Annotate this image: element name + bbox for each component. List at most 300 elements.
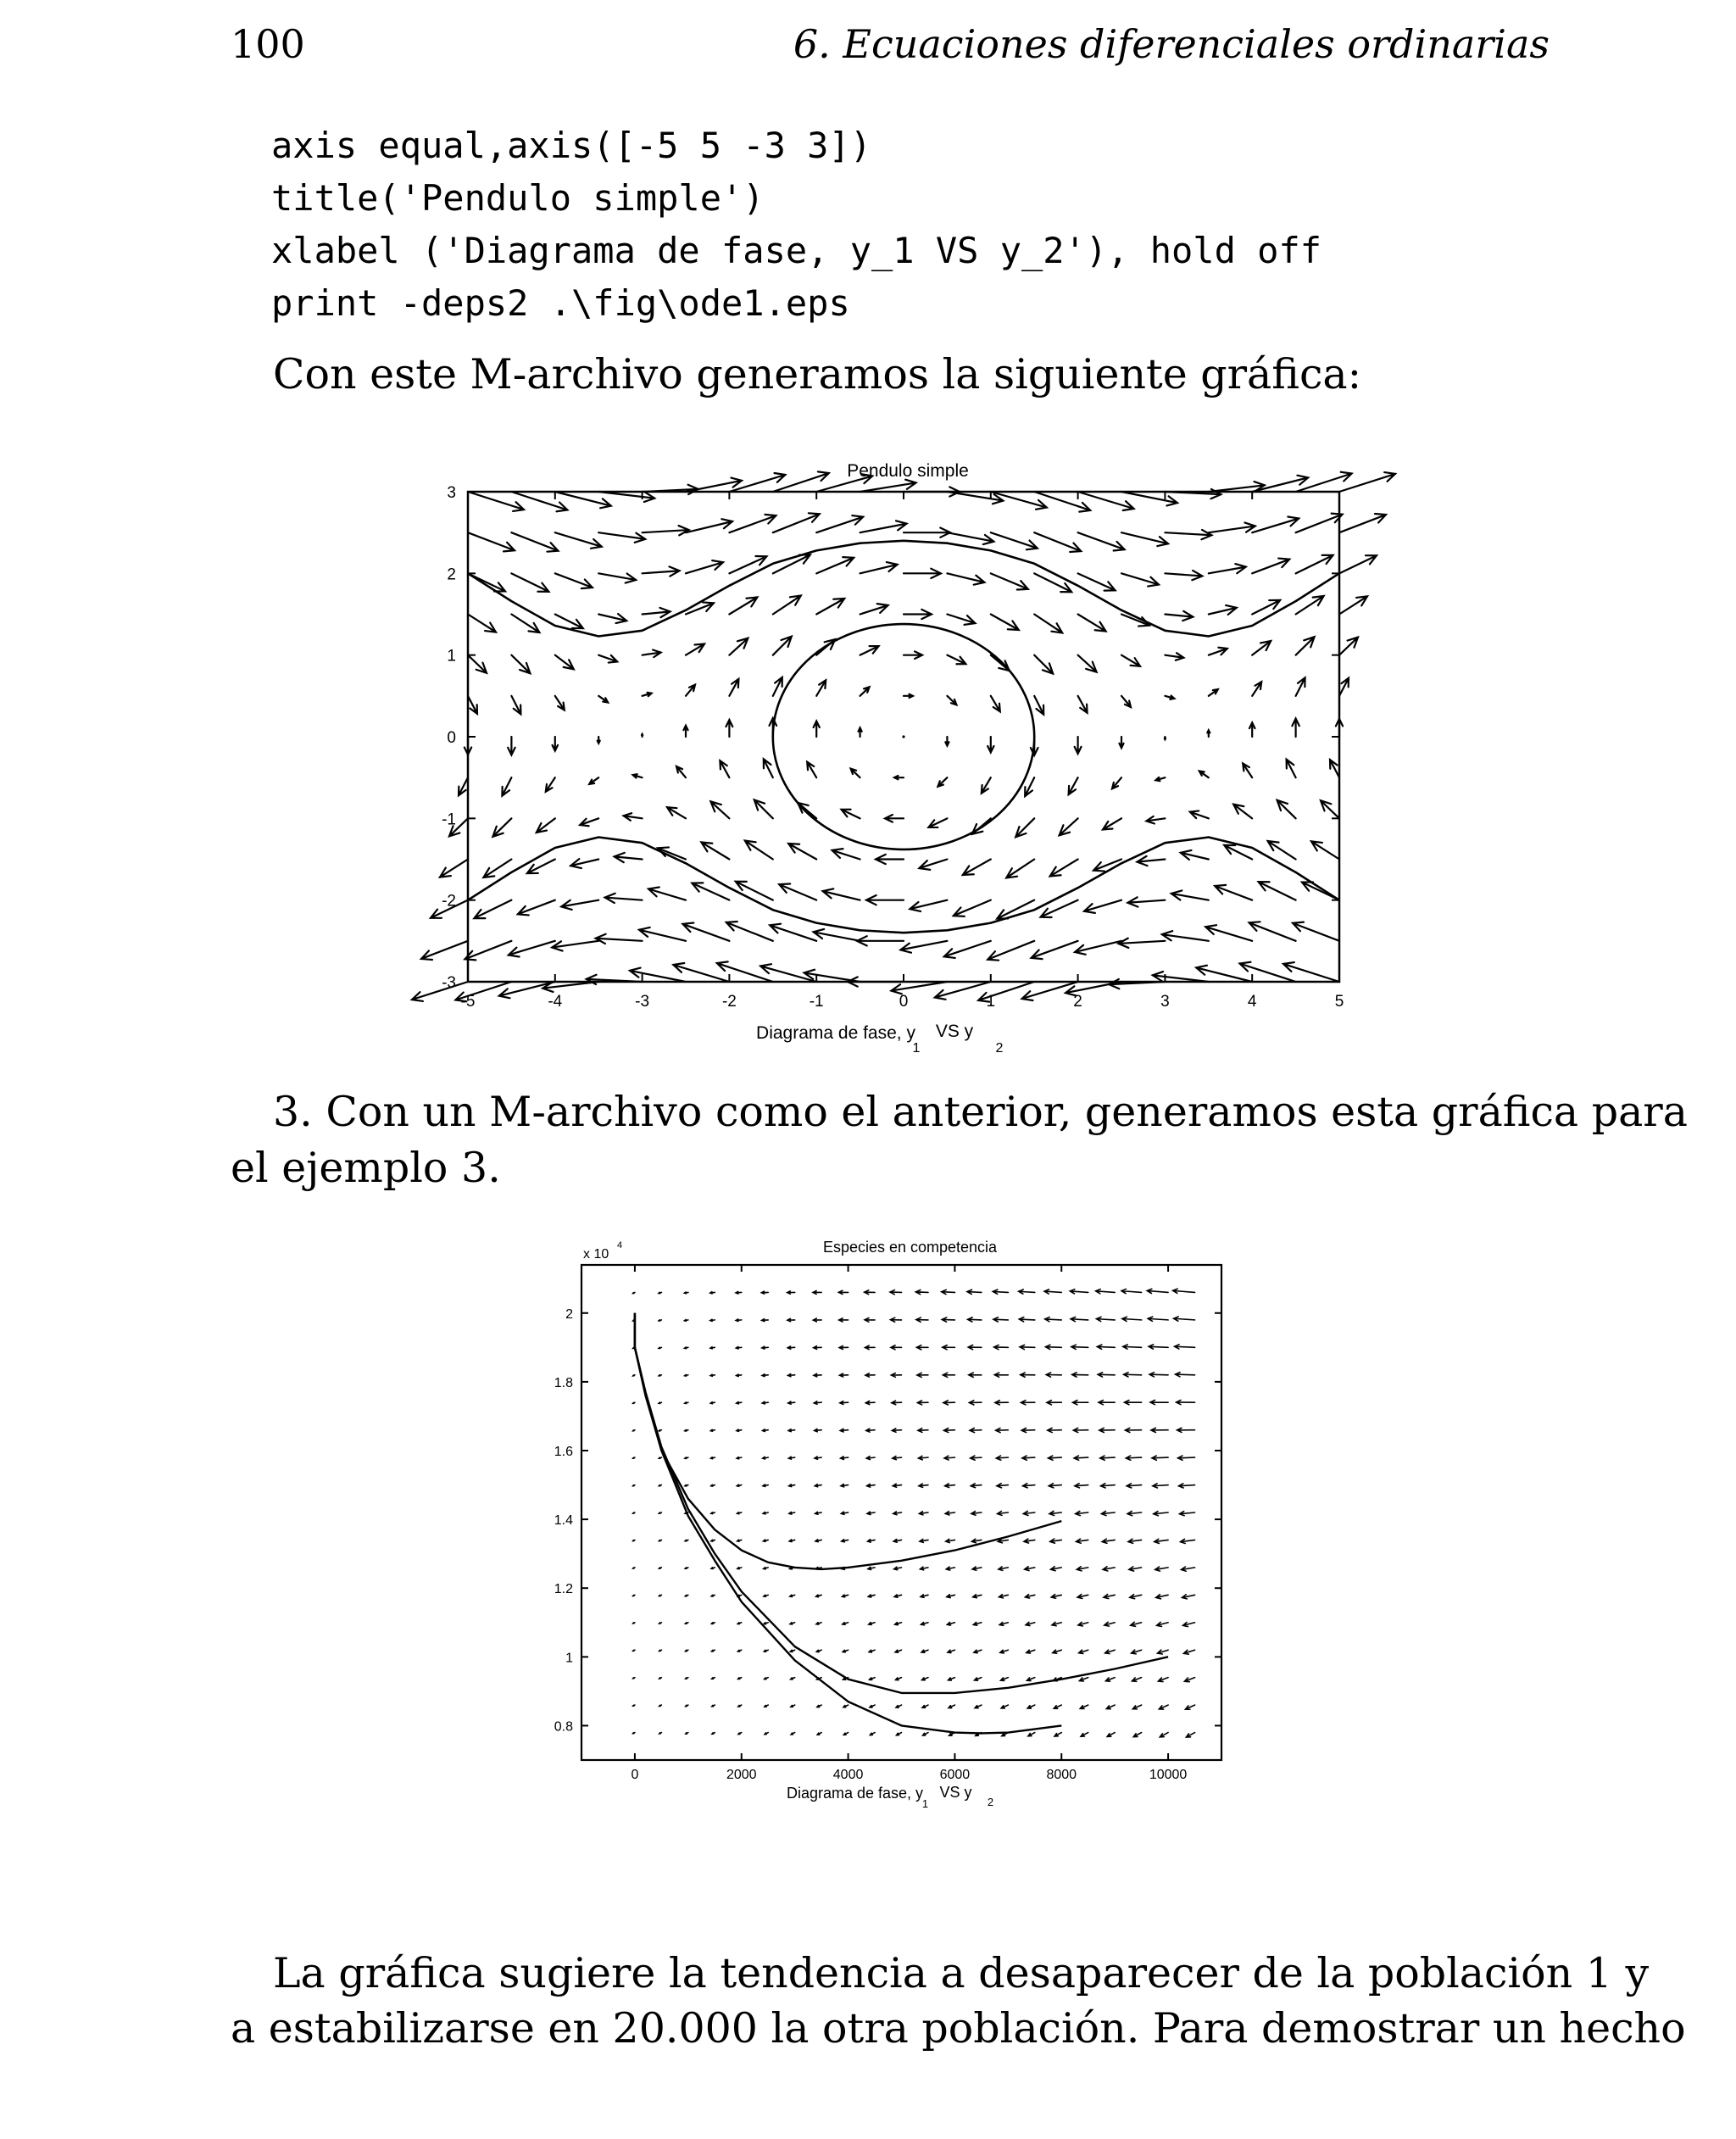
x-tick-label: 3 (1160, 993, 1170, 1011)
field-arrow (1158, 1650, 1169, 1654)
field-arrow (659, 1457, 661, 1458)
field-arrow (943, 1373, 954, 1377)
field-arrow (993, 1317, 1008, 1322)
field-arrow (1075, 1484, 1088, 1488)
y-tick-label: 0.8 (554, 1719, 573, 1735)
field-arrow (712, 1678, 715, 1679)
code-line: title('Pendulo simple') (271, 177, 765, 219)
field-arrow (920, 1539, 928, 1542)
x-tick-label: -1 (809, 993, 824, 1011)
field-arrow (921, 1623, 928, 1625)
field-arrow (1101, 1484, 1116, 1488)
field-arrow (870, 1733, 875, 1735)
field-arrow (633, 1430, 635, 1431)
y-tick-label: 1.4 (554, 1513, 573, 1529)
field-arrow (659, 1678, 662, 1679)
code-line: print -deps2 .\fig\ode1.eps (271, 282, 850, 324)
field-arrow (711, 1623, 715, 1624)
field-arrow (737, 1568, 742, 1569)
field-arrow (1019, 1290, 1035, 1294)
field-arrow (711, 1457, 715, 1459)
field-arrow (711, 1540, 715, 1541)
field-arrow (1121, 1289, 1142, 1293)
field-arrow (1180, 1512, 1195, 1516)
field-arrow (1182, 1622, 1194, 1626)
field-arrow (942, 1290, 955, 1294)
field-arrow (684, 1320, 687, 1322)
field-arrow (1024, 1539, 1035, 1543)
field-arrow (895, 1650, 901, 1652)
field-arrow (764, 1568, 769, 1569)
field-arrow (1155, 1567, 1168, 1571)
field-arrow (686, 1733, 688, 1735)
field-arrow (1099, 1401, 1115, 1405)
field-arrow (971, 1539, 981, 1542)
field-arrow (973, 1622, 982, 1625)
field-arrow (971, 1456, 982, 1460)
field-arrow (1071, 1345, 1088, 1349)
x-tick-label: 0 (631, 1768, 639, 1782)
field-arrow (1124, 1373, 1142, 1377)
field-arrow (685, 1347, 688, 1349)
field-arrow (1174, 1317, 1195, 1321)
field-arrow (1181, 1567, 1194, 1571)
field-arrow (1100, 1456, 1115, 1460)
field-arrow (1175, 1345, 1195, 1349)
paragraph-3-line-1: La gráfica sugiere la tendencia a desaparecer de la población 1 y (273, 1949, 1650, 1997)
field-arrow (764, 1650, 768, 1652)
field-arrow (762, 1401, 768, 1404)
field-arrow (999, 1567, 1008, 1570)
field-arrow (1071, 1317, 1088, 1321)
field-arrow (1096, 1317, 1115, 1321)
field-arrow (1050, 1567, 1061, 1571)
field-arrow (1025, 1595, 1034, 1598)
field-arrow (712, 1705, 715, 1707)
field-arrow (712, 1650, 715, 1652)
field-arrow (1149, 1373, 1168, 1377)
field-arrow (866, 1429, 875, 1432)
field-arrow (917, 1401, 928, 1405)
field-arrow (942, 1317, 954, 1322)
field-arrow (915, 1290, 928, 1294)
y-tick-label: 1 (447, 647, 456, 666)
field-arrow (633, 1485, 635, 1486)
y-tick-label: 2 (565, 1306, 573, 1322)
field-arrow (947, 1595, 955, 1598)
field-arrow (949, 1678, 955, 1680)
field-arrow (1179, 1484, 1195, 1488)
field-arrow (993, 1290, 1008, 1294)
field-arrow (1104, 1622, 1115, 1626)
field-arrow (659, 1375, 661, 1376)
x-tick-label: 8000 (1046, 1768, 1077, 1782)
field-arrow (1132, 1705, 1141, 1709)
field-arrow (923, 1733, 928, 1735)
field-arrow (996, 1428, 1009, 1432)
field-arrow (737, 1512, 742, 1514)
y-tick-label: 1.8 (554, 1375, 573, 1390)
field-arrow (1076, 1539, 1088, 1543)
field-arrow (790, 1650, 794, 1652)
field-arrow (787, 1318, 795, 1321)
field-arrow (633, 1650, 635, 1651)
field-arrow (1046, 1373, 1061, 1377)
field-arrow (839, 1345, 848, 1349)
x-axis-label-sub: 1 (921, 1797, 929, 1810)
field-arrow (789, 1512, 795, 1514)
field-arrow (838, 1290, 848, 1294)
field-arrow (763, 1457, 768, 1459)
field-arrow (919, 1512, 927, 1515)
paragraph-3-line-2: a estabilizarse en 20.000 la otra población. Para demostrar un hecho (231, 2004, 1686, 2053)
field-arrow (999, 1595, 1009, 1598)
field-arrow (916, 1317, 928, 1322)
field-arrow (737, 1484, 741, 1486)
field-arrow (949, 1705, 954, 1707)
field-arrow (633, 1512, 635, 1513)
field-arrow (841, 1457, 849, 1460)
y-tick-label: 1.2 (554, 1582, 573, 1597)
field-arrow (1021, 1428, 1035, 1432)
field-arrow (917, 1373, 928, 1377)
field-arrow (737, 1374, 742, 1376)
field-arrow (1045, 1317, 1062, 1322)
field-arrow (816, 1595, 821, 1597)
field-arrow (1070, 1290, 1088, 1294)
field-arrow (1023, 1484, 1035, 1488)
y-tick-label: -1 (442, 810, 456, 829)
field-arrow (843, 1705, 849, 1707)
field-arrow (1079, 1650, 1088, 1653)
field-arrow (971, 1512, 982, 1516)
field-arrow (1101, 1511, 1115, 1515)
field-arrow (1185, 1705, 1194, 1709)
field-arrow (765, 1733, 768, 1735)
paragraph-2-line-1: 3. Con un M-archivo como el anterior, generamos esta gráfica para (273, 1088, 1688, 1136)
field-arrow (787, 1346, 794, 1349)
field-arrow (1027, 1705, 1035, 1708)
field-arrow (1054, 1733, 1061, 1736)
field-arrow (633, 1733, 635, 1734)
field-arrow (1186, 1733, 1194, 1737)
field-arrow (1130, 1595, 1142, 1599)
field-arrow (1123, 1345, 1142, 1349)
field-arrow (1173, 1289, 1195, 1293)
code-line: axis equal,axis([-5 5 -3 3]) (271, 125, 872, 166)
field-arrow (788, 1374, 795, 1377)
field-arrow (659, 1320, 661, 1321)
field-arrow (975, 1678, 982, 1681)
field-arrow (1028, 1733, 1035, 1736)
field-arrow (867, 1484, 875, 1487)
field-arrow (890, 1290, 902, 1295)
field-arrow (970, 1428, 982, 1432)
field-arrow (789, 1484, 795, 1487)
field-arrow (994, 1373, 1008, 1377)
field-arrow (686, 1705, 688, 1706)
field-arrow (919, 1484, 928, 1487)
field-arrow (738, 1705, 742, 1707)
field-arrow (712, 1733, 715, 1735)
field-arrow (710, 1374, 715, 1376)
field-arrow (1122, 1317, 1142, 1321)
field-arrow (791, 1705, 795, 1707)
field-arrow (816, 1650, 821, 1652)
field-arrow (1152, 1456, 1168, 1460)
x-axis-label-sub: 2 (995, 1041, 1004, 1056)
field-arrow (815, 1429, 821, 1431)
field-arrow (659, 1623, 662, 1624)
field-arrow (764, 1595, 768, 1596)
field-arrow (843, 1733, 848, 1735)
field-arrow (1074, 1456, 1088, 1460)
field-arrow (710, 1347, 715, 1349)
field-arrow (1052, 1622, 1061, 1625)
field-arrow (843, 1650, 848, 1652)
field-arrow (1182, 1595, 1194, 1599)
field-arrow (1132, 1678, 1141, 1682)
x-tick-label: -3 (635, 993, 650, 1011)
field-arrow (869, 1650, 875, 1652)
field-arrow (946, 1539, 955, 1542)
field-arrow (1027, 1678, 1035, 1681)
field-arrow (788, 1401, 795, 1404)
field-arrow (1180, 1539, 1194, 1543)
field-arrow (1106, 1705, 1115, 1709)
field-arrow (1076, 1511, 1088, 1515)
field-arrow (1098, 1373, 1115, 1377)
field-arrow (1128, 1539, 1142, 1543)
field-arrow (968, 1317, 982, 1322)
paragraph-2-line-2: el ejemplo 3. (231, 1144, 501, 1192)
field-arrow (1105, 1678, 1115, 1681)
field-arrow (996, 1456, 1008, 1460)
field-arrow (916, 1345, 928, 1350)
trajectory (635, 1313, 1061, 1569)
field-arrow (711, 1484, 715, 1486)
field-arrow (1099, 1428, 1115, 1432)
field-arrow (840, 1401, 849, 1405)
field-arrow (893, 1484, 901, 1487)
field-arrow (1155, 1539, 1168, 1543)
field-arrow (974, 1650, 982, 1653)
field-arrow (762, 1346, 768, 1349)
field-arrow (1147, 1289, 1168, 1293)
field-arrow (761, 1291, 768, 1294)
field-arrow (1184, 1678, 1194, 1682)
field-arrow (842, 1540, 849, 1542)
field-arrow (815, 1512, 821, 1514)
field-arrow (1096, 1290, 1116, 1294)
x-tick-label: 10000 (1149, 1768, 1188, 1782)
field-arrow (1132, 1650, 1142, 1654)
field-arrow (969, 1401, 981, 1405)
field-arrow (1049, 1511, 1061, 1515)
field-arrow (865, 1373, 875, 1377)
field-arrow (1020, 1345, 1035, 1349)
field-arrow (685, 1375, 688, 1377)
field-arrow (790, 1623, 795, 1624)
field-arrow (944, 1456, 954, 1460)
x-axis-label: Diagrama de fase, y (756, 1023, 915, 1043)
field-arrow (1149, 1345, 1168, 1349)
field-arrow (1001, 1678, 1009, 1681)
field-arrow (1044, 1290, 1061, 1294)
y-tick-label: 2 (447, 565, 456, 584)
field-arrow (1156, 1595, 1168, 1599)
field-arrow (1097, 1345, 1115, 1349)
field-arrow (816, 1623, 821, 1624)
field-arrow (788, 1457, 794, 1459)
field-arrow (1125, 1428, 1141, 1432)
field-arrow (736, 1319, 742, 1322)
field-arrow (918, 1429, 928, 1433)
field-arrow (841, 1512, 848, 1514)
x-axis-label-sub: 2 (987, 1796, 994, 1808)
field-arrow (1176, 1373, 1195, 1377)
field-arrow (764, 1623, 768, 1624)
field-arrow (1072, 1401, 1088, 1405)
field-arrow (1080, 1705, 1088, 1708)
field-arrow (893, 1457, 902, 1460)
field-arrow (1151, 1428, 1168, 1432)
field-arrow (1081, 1733, 1088, 1737)
field-arrow (711, 1512, 715, 1514)
field-arrow (839, 1318, 849, 1322)
field-arrow (762, 1319, 769, 1322)
field-arrow (867, 1512, 875, 1515)
field-arrow (1160, 1733, 1168, 1737)
field-arrow (975, 1705, 982, 1708)
field-arrow (973, 1595, 982, 1598)
field-arrow (890, 1317, 901, 1322)
field-arrow (840, 1429, 848, 1432)
field-arrow (1001, 1705, 1008, 1708)
field-arrow (921, 1595, 928, 1598)
field-arrow (659, 1430, 661, 1431)
field-arrow (1072, 1373, 1088, 1377)
field-arrow (633, 1402, 635, 1403)
field-arrow (737, 1429, 742, 1431)
field-arrow (787, 1291, 795, 1295)
field-arrow (895, 1623, 902, 1625)
field-arrow (1021, 1373, 1035, 1377)
field-arrow (1183, 1650, 1194, 1654)
field-arrow (633, 1705, 635, 1706)
intro-text: Con este M-archivo generamos la siguiente gráfica: (273, 350, 1362, 398)
x-tick-label: -2 (721, 993, 737, 1011)
field-arrow (1021, 1401, 1034, 1405)
field-arrow (659, 1650, 662, 1651)
field-arrow (633, 1595, 635, 1596)
field-arrow (1073, 1428, 1088, 1432)
field-arrow (1177, 1428, 1195, 1432)
field-arrow (659, 1595, 662, 1596)
field-arrow (1019, 1317, 1034, 1322)
field-arrow (737, 1402, 742, 1404)
field-arrow (892, 1401, 902, 1405)
field-arrow (1157, 1622, 1169, 1626)
field-arrow (738, 1733, 742, 1735)
field-arrow (790, 1595, 795, 1596)
field-arrow (685, 1402, 688, 1404)
field-arrow (1027, 1650, 1035, 1653)
field-arrow (1154, 1512, 1168, 1516)
field-arrow (1177, 1400, 1195, 1404)
field-arrow (1079, 1678, 1088, 1681)
x-tick-label: 2 (1073, 993, 1082, 1011)
field-arrow (788, 1429, 795, 1432)
field-arrow (1048, 1456, 1061, 1460)
field-arrow (1077, 1594, 1088, 1598)
field-arrow (922, 1705, 928, 1707)
chart-title: Especies en competencia (822, 1239, 998, 1256)
field-arrow (1104, 1594, 1115, 1598)
field-arrow (997, 1484, 1008, 1488)
field-arrow (685, 1429, 688, 1431)
field-arrow (1026, 1622, 1035, 1625)
x-tick-label: 0 (899, 993, 909, 1011)
x-tick-label: 4000 (832, 1768, 864, 1782)
field-arrow (1022, 1456, 1035, 1460)
x-tick-label: 6000 (939, 1768, 971, 1782)
field-arrow (1125, 1401, 1142, 1405)
field-arrow (659, 1347, 661, 1348)
field-arrow (710, 1429, 715, 1431)
field-arrow (892, 1429, 901, 1432)
field-arrow (633, 1292, 635, 1293)
field-arrow (1048, 1428, 1062, 1432)
field-arrow (943, 1428, 954, 1432)
field-arrow (948, 1650, 954, 1652)
field-arrow (921, 1650, 928, 1652)
field-arrow (869, 1623, 875, 1625)
field-arrow (814, 1346, 821, 1350)
y-multiplier-exponent: 4 (617, 1240, 623, 1251)
field-arrow (1045, 1345, 1061, 1349)
field-arrow (870, 1678, 875, 1680)
field-arrow (1150, 1400, 1168, 1404)
field-arrow (659, 1292, 661, 1293)
field-arrow (1127, 1511, 1142, 1515)
field-arrow (968, 1345, 982, 1350)
field-arrow (710, 1402, 715, 1404)
field-arrow (865, 1318, 875, 1323)
field-arrow (971, 1484, 982, 1488)
field-arrow (817, 1733, 821, 1735)
field-arrow (969, 1373, 982, 1377)
field-arrow (1127, 1484, 1141, 1488)
field-arrow (814, 1401, 821, 1404)
field-arrow (920, 1567, 927, 1570)
field-arrow (999, 1622, 1008, 1625)
field-arrow (841, 1484, 849, 1487)
y-tick-label: 3 (447, 484, 456, 502)
y-tick-label: 1 (565, 1651, 573, 1666)
field-arrow (943, 1345, 955, 1350)
x-axis-label: VS y (935, 1022, 974, 1041)
field-arrow (1131, 1622, 1142, 1626)
field-arrow (815, 1484, 821, 1487)
field-arrow (839, 1373, 848, 1377)
y-tick-label: -2 (442, 892, 456, 911)
field-arrow (922, 1678, 928, 1680)
field-arrow (711, 1595, 715, 1596)
field-arrow (994, 1345, 1009, 1349)
field-arrow (685, 1457, 688, 1459)
field-arrow (738, 1678, 742, 1679)
